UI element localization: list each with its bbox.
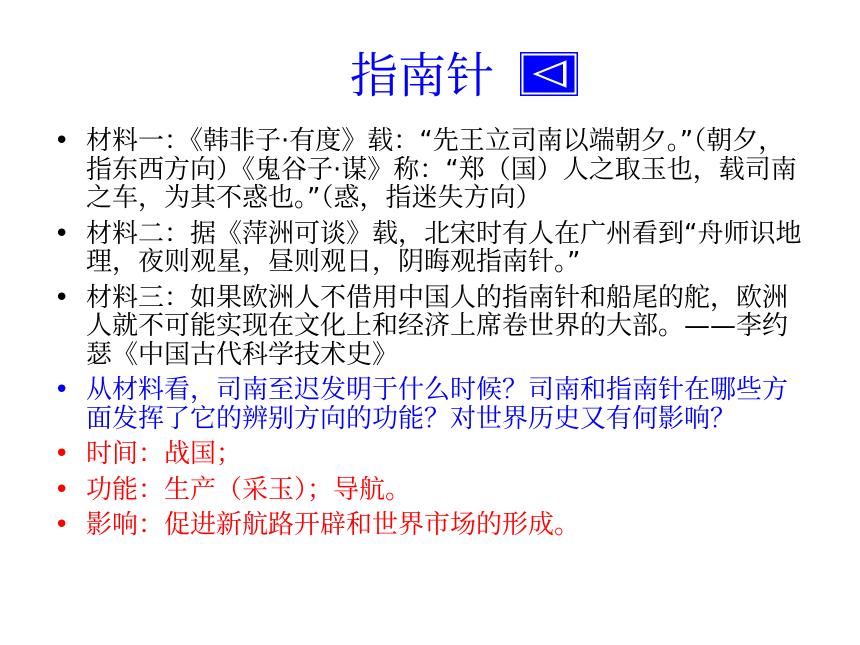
answer-impact-item <box>50 511 810 540</box>
material-three-item <box>50 284 810 370</box>
question-text: 从材料看，司南至迟发明于什么时候？司南和指南针在哪些方面发挥了它的辨别方向的功能？对世界历史又有何影响？ <box>86 375 789 434</box>
bullet: • <box>54 218 70 249</box>
material-one-item <box>50 127 810 213</box>
triangle-left-icon <box>520 52 578 96</box>
answer-time-item <box>50 440 810 469</box>
material-two-text: 材料二：据《萍洲可谈》载，北宋时有人在广州看到“舟师识地理，夜则观星，昼则观日，阴晦观指南针。” <box>86 218 802 277</box>
answer-impact-text: 影响：促进新航路开辟和世界市场的形成。 <box>86 510 581 540</box>
bullet: • <box>54 474 70 505</box>
back-button[interactable] <box>520 52 578 96</box>
material-two-item <box>50 220 810 277</box>
bullet: • <box>54 282 70 313</box>
material-three-text: 材料三：如果欧洲人不借用中国人的指南针和船尾的舵，欧洲人就不可能实现在文化上和经济上席卷世界的大部。——李约瑟《中国古代科学技术史》 <box>86 282 789 370</box>
bullet: • <box>54 126 70 156</box>
material-one-text: 材料一：《韩非子·有度》载：“先王立司南以端朝夕。”（朝夕，指东西方向）《鬼谷子·谋》称：“郑（国）人之取玉也，载司南之车，为其不惑也。”（惑，指迷失方向） <box>86 126 797 213</box>
bullet: • <box>54 510 70 540</box>
question-item <box>50 376 810 433</box>
content-list <box>50 127 810 547</box>
page-title: 指南针 <box>350 48 495 104</box>
answer-time-text: 时间：战国； <box>86 439 243 469</box>
answer-function-text: 功能：生产（采玉）；导航。 <box>86 474 412 505</box>
bullet: • <box>54 439 70 469</box>
answer-function-item <box>50 476 810 505</box>
bullet: • <box>54 375 70 405</box>
title-row <box>0 44 860 108</box>
